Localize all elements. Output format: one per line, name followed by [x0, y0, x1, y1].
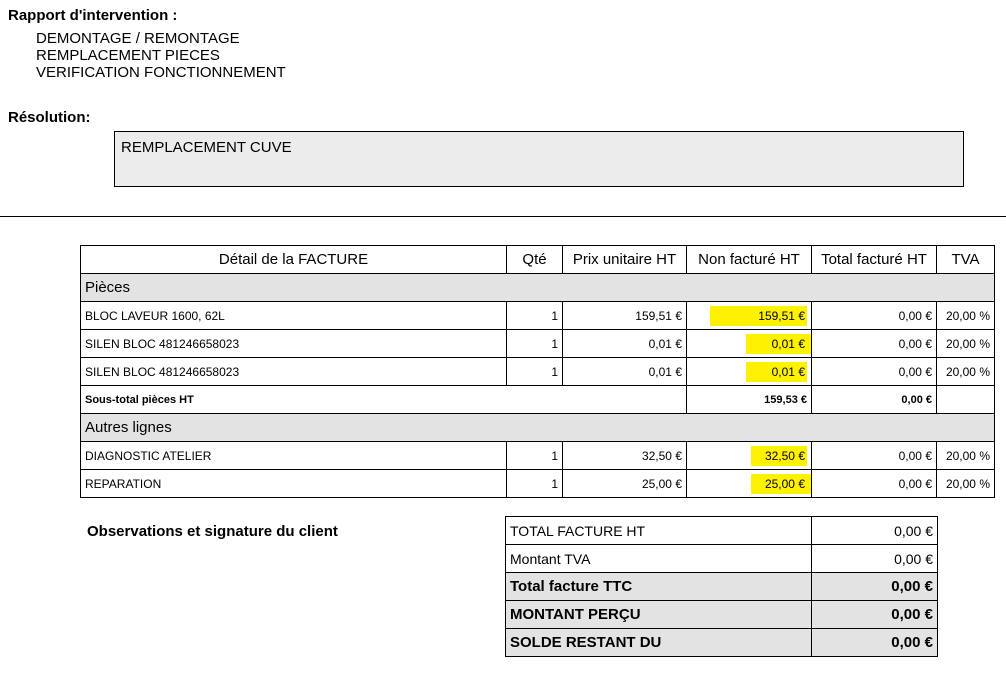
- total-row-tva: [506, 545, 938, 573]
- item-label: DIAGNOSTIC ATELIER: [81, 442, 507, 470]
- col-header-qte: Qté: [507, 246, 563, 274]
- observations-label: Observations et signature du client: [87, 523, 338, 540]
- item-total-facture: 0,00 €: [812, 470, 937, 498]
- item-prix-unitaire: 0,01 €: [563, 358, 687, 386]
- total-value: 0,00 €: [812, 545, 938, 573]
- item-qte: 1: [507, 470, 563, 498]
- item-qte: 1: [507, 302, 563, 330]
- item-total-facture: 0,00 €: [812, 302, 937, 330]
- section-row-pieces: [81, 274, 995, 302]
- item-prix-unitaire: 0,01 €: [563, 330, 687, 358]
- subtotal-label: Sous-total pièces HT: [81, 386, 687, 414]
- item-prix-unitaire: 25,00 €: [563, 470, 687, 498]
- item-prix-unitaire: 32,50 €: [563, 442, 687, 470]
- item-qte: 1: [507, 358, 563, 386]
- item-label: BLOC LAVEUR 1600, 62L: [81, 302, 507, 330]
- item-non-facture: [687, 358, 812, 386]
- item-qte: 1: [507, 442, 563, 470]
- subtotal-total-facture: 0,00 €: [812, 386, 937, 414]
- item-non-facture: [687, 330, 812, 358]
- subtotal-row: [81, 386, 995, 414]
- total-label: Total facture TTC: [506, 573, 812, 601]
- item-tva: 20,00 %: [937, 302, 995, 330]
- rapport-line: VERIFICATION FONCTIONNEMENT: [36, 64, 286, 81]
- highlight-mark: 0,01 €: [746, 334, 812, 354]
- item-label: REPARATION: [81, 470, 507, 498]
- item-tva: 20,00 %: [937, 442, 995, 470]
- total-label: SOLDE RESTANT DU: [506, 629, 812, 657]
- col-header-non-facture: Non facturé HT: [687, 246, 812, 274]
- item-non-facture: [687, 442, 812, 470]
- total-row-solde: [506, 629, 938, 657]
- section-label-autres: Autres lignes: [81, 414, 995, 442]
- item-non-facture: [687, 302, 812, 330]
- rapport-title: Rapport d'intervention :: [8, 7, 178, 24]
- col-header-prix-unitaire: Prix unitaire HT: [563, 246, 687, 274]
- item-tva: 20,00 %: [937, 358, 995, 386]
- table-row: [81, 358, 995, 386]
- col-header-tva: TVA: [937, 246, 995, 274]
- total-value: 0,00 €: [812, 573, 938, 601]
- section-row-autres: [81, 414, 995, 442]
- table-row: [81, 330, 995, 358]
- resolution-label: Résolution:: [8, 109, 91, 126]
- total-label: MONTANT PERÇU: [506, 601, 812, 629]
- item-total-facture: 0,00 €: [812, 330, 937, 358]
- subtotal-tva: [937, 386, 995, 414]
- highlight-mark: 32,50 €: [751, 446, 807, 466]
- highlight-mark: 0,01 €: [746, 362, 807, 382]
- item-total-facture: 0,00 €: [812, 358, 937, 386]
- item-total-facture: 0,00 €: [812, 442, 937, 470]
- item-non-facture: [687, 470, 812, 498]
- table-row: [81, 442, 995, 470]
- total-row-percu: [506, 601, 938, 629]
- resolution-box: REMPLACEMENT CUVE: [114, 131, 964, 187]
- item-prix-unitaire: 159,51 €: [563, 302, 687, 330]
- total-value: 0,00 €: [812, 517, 938, 545]
- item-label: SILEN BLOC 481246658023: [81, 330, 507, 358]
- total-row-ttc: [506, 573, 938, 601]
- highlight-mark: 159,51 €: [710, 306, 807, 326]
- totals-table: [505, 516, 938, 657]
- col-header-total-facture: Total facturé HT: [812, 246, 937, 274]
- table-header-row: [81, 246, 995, 274]
- item-qte: 1: [507, 330, 563, 358]
- total-value: 0,00 €: [812, 629, 938, 657]
- highlight-mark: 25,00 €: [751, 474, 812, 494]
- total-row-ht: [506, 517, 938, 545]
- item-label: SILEN BLOC 481246658023: [81, 358, 507, 386]
- section-label-pieces: Pièces: [81, 274, 995, 302]
- subtotal-non-facture: 159,53 €: [687, 386, 812, 414]
- rapport-line: REMPLACEMENT PIECES: [36, 47, 220, 64]
- rapport-lines: [36, 30, 286, 81]
- total-value: 0,00 €: [812, 601, 938, 629]
- item-tva: 20,00 %: [937, 470, 995, 498]
- separator-line: [0, 216, 1006, 217]
- rapport-line: DEMONTAGE / REMONTAGE: [36, 30, 240, 47]
- invoice-detail-table: [80, 245, 995, 498]
- item-tva: 20,00 %: [937, 330, 995, 358]
- table-row: [81, 470, 995, 498]
- col-header-detail: Détail de la FACTURE: [81, 246, 507, 274]
- total-label: Montant TVA: [506, 545, 812, 573]
- total-label: TOTAL FACTURE HT: [506, 517, 812, 545]
- table-row: [81, 302, 995, 330]
